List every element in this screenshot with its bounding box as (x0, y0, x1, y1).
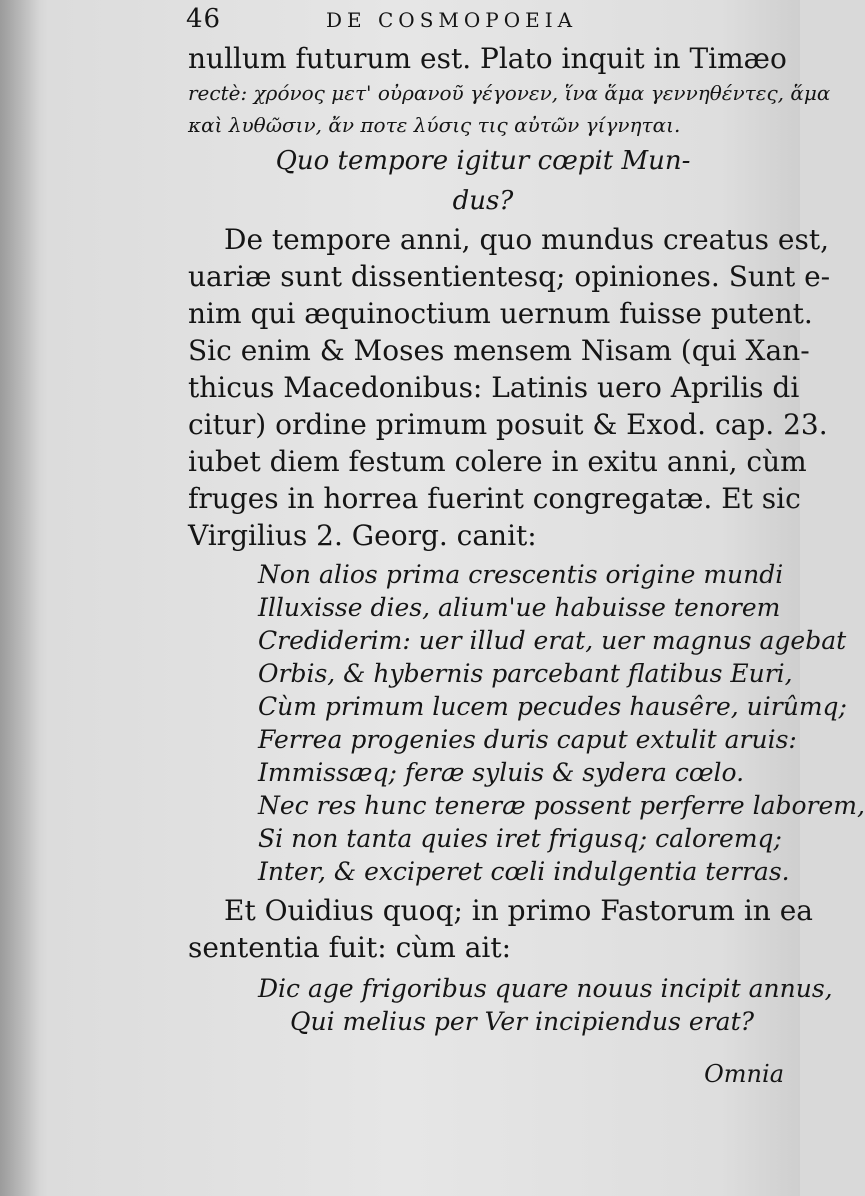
text-line: iubet diem festum colere in exitu anni, cùm (188, 445, 807, 478)
catchword: Omnia (704, 1060, 784, 1088)
gutter-shadow (0, 0, 40, 1196)
body-text (188, 40, 865, 1038)
text-line: Et Ouidius quoq; in primo Fastorum in ea (224, 894, 813, 927)
verse-line: Ferrea progenies duris caput extulit aruis: (258, 725, 797, 754)
running-title: DE COSMOPOEIA (326, 8, 578, 32)
section-heading: Quo tempore igitur cœpit Mun- (275, 146, 691, 176)
text-line: fruges in horrea fuerint congregatæ. Et sic (188, 482, 801, 515)
verse-quotation (258, 558, 865, 888)
page-number: 46 (186, 4, 222, 34)
verse-line: Orbis, & hybernis parcebant flatibus Euri, (258, 659, 793, 688)
section-heading: dus? (452, 186, 514, 216)
verse-line: Cùm primum lucem pecudes hausêre, uirûmq; (258, 692, 847, 721)
text-line: sententia fuit: cùm ait: (188, 931, 512, 964)
verse-line: Qui melius per Ver incipiendus erat? (290, 1007, 755, 1036)
greek-quotation-line: καὶ λυθῶσιν, ἄν ποτε λύσις τις αὐτῶν γίγνηται. (188, 113, 681, 137)
text-line: citur) ordine primum posuit & Exod. cap. 23. (188, 408, 828, 441)
verse-line: Crediderim: uer illud erat, uer magnus agebat (258, 626, 847, 655)
verse-line: Nec res hunc teneræ possent perferre laborem, (258, 791, 865, 820)
verse-line: Dic age frigoribus quare nouus incipit annus, (258, 974, 833, 1003)
text-line: nim qui æquinoctium uernum fuisse putent. (188, 297, 813, 330)
text-line: thicus Macedonibus: Latinis uero Aprilis di (188, 371, 800, 404)
text-line: uariæ sunt dissentientesq; opiniones. Sunt e- (188, 260, 831, 293)
text-line: Virgilius 2. Georg. canit: (188, 519, 537, 552)
greek-quotation-line: rectè: χρόνος μετ' οὐρανοῦ γέγονεν, ἵνα ἅμα γεννηθέντες, ἅμα (188, 81, 831, 105)
verse-line: Illuxisse dies, alium'ue habuisse tenorem (258, 593, 781, 622)
verse-line: Si non tanta quies iret frigusq; caloremq; (258, 824, 782, 853)
text-line: De tempore anni, quo mundus creatus est, (224, 223, 829, 256)
verse-line: Immissæq; feræ syluis & sydera cœlo. (258, 758, 745, 787)
page-header (186, 4, 766, 40)
text-line: nullum futurum est. Plato inquit in Timæo (188, 42, 787, 75)
verse-quotation (258, 972, 833, 1038)
verse-line: Inter, & exciperet cœli indulgentia terras. (258, 857, 790, 886)
verse-line: Non alios prima crescentis origine mundi (258, 560, 784, 589)
text-line: Sic enim & Moses mensem Nisam (qui Xan- (188, 334, 810, 367)
